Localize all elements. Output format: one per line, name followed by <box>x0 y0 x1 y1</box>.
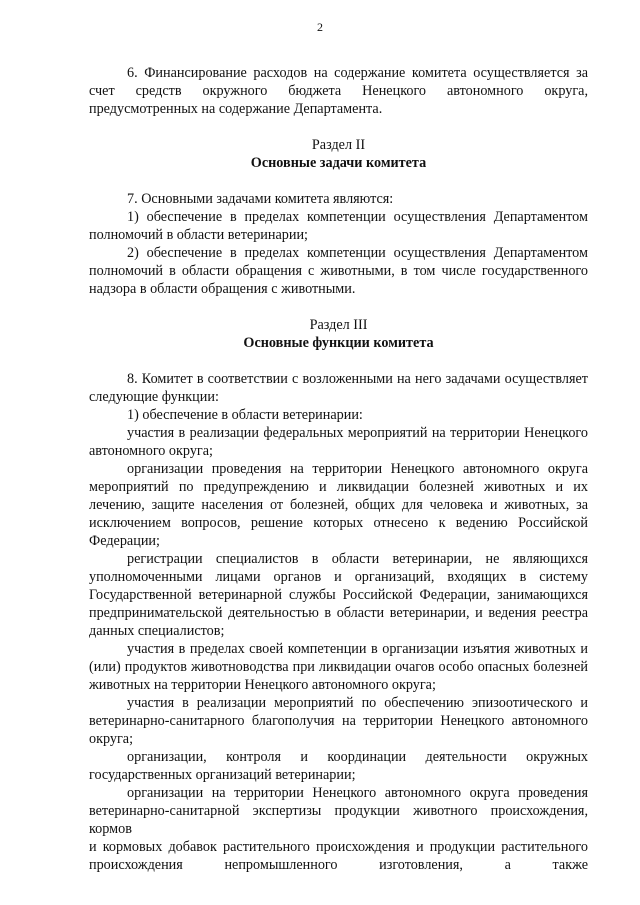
section-heading-tasks: Основные задачи комитета <box>250 155 427 171</box>
paragraph-feed-additives: и кормовых добавок растительного происхождения и продукции растительного происхождения непромышленного изготовления, а также <box>89 839 588 873</box>
paragraph-animal-seizure: участия в пределах своей компетенции в организации изъятия животных и (или) продуктов животноводства при ликвидации очагов особо опасных болезней животных на территории Ненецкого автономного округа; <box>89 641 588 693</box>
paragraph-function-1: 1) обеспечение в области ветеринарии: <box>127 407 363 423</box>
paragraph-federal-measures: участия в реализации федеральных мероприятий на территории Ненецкого автономного округа; <box>89 425 588 459</box>
paragraph-task-1: 1) обеспечение в пределах компетенции осуществления Департаментом полномочий в области ветеринарии; <box>89 209 588 243</box>
paragraph-expertise: организации на территории Ненецкого автономного округа проведения ветеринарно-санитарной экспертизы продукции животного происхождения, кормов <box>89 785 588 837</box>
paragraph-tasks-intro: 7. Основными задачами комитета являются: <box>127 191 394 207</box>
section-title-3: Раздел III <box>309 317 368 333</box>
section-heading-functions: Основные функции комитета <box>243 335 434 351</box>
paragraph-epizootic-welfare: участия в реализации мероприятий по обеспечению эпизоотического и ветеринарно-санитарного благополучия на территории Ненецкого автономного округа; <box>89 695 588 747</box>
paragraph-financing: 6. Финансирование расходов на содержание комитета осуществляется за счет средств окружного бюджета Ненецкого автономного округа, предусмотренных на содержание Департамента. <box>89 65 588 117</box>
page-number: 2 <box>317 20 323 34</box>
paragraph-disease-prevention: организации проведения на территории Ненецкого автономного округа мероприятий по предупреждению и ликвидации болезней животных и их лечению, защите населения от болезней, общих для человека и животных, за исключением вопросов, решение которых отнесено к ведению Российской Федерации; <box>89 461 588 549</box>
paragraph-specialist-registration: регистрации специалистов в области ветеринарии, не являющихся уполномоченными лицами органов и организаций, входящих в систему Государственной ветеринарной службы Российской Федерации, занимающихся предпринимательской деятельностью в области ветеринарии, и ведения реестра данных специалистов; <box>89 551 588 639</box>
paragraph-functions-intro: 8. Комитет в соответствии с возложенными на него задачами осуществляет следующие функции: <box>89 371 588 405</box>
document-body <box>89 64 588 874</box>
section-title-2: Раздел II <box>311 137 366 153</box>
paragraph-task-2: 2) обеспечение в пределах компетенции осуществления Департаментом полномочий в области обращения с животными, в том числе государственного надзора в области обращения с животными. <box>89 245 588 297</box>
paragraph-organization-control: организации, контроля и координации деятельности окружных государственных организаций ветеринарии; <box>89 749 588 783</box>
